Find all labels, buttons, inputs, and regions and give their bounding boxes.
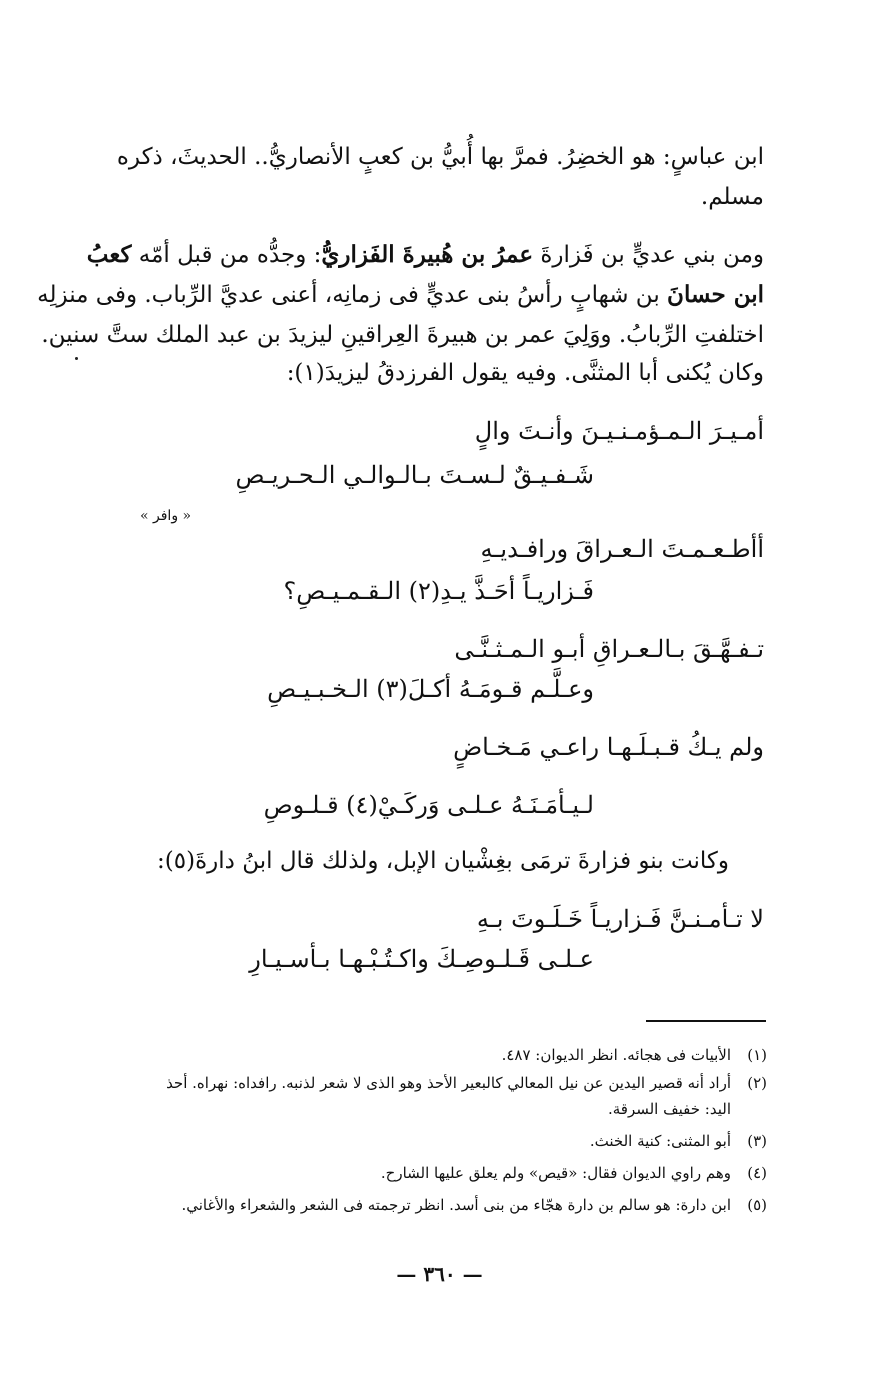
- paragraph-2-line-3: اختلفتِ الرِّبابُ. ووَلِيَ عمر بن هبيرةَ العِراقينِ ليزيدَ بن عبد الملك ستَّ سنين.: [41, 322, 764, 348]
- footnote-1: [100, 1042, 767, 1068]
- verse-1-second-hemistich: شَـفـيـقٌ لـسـتَ بـالـوالـي الـحـريـصِ: [235, 461, 594, 489]
- footnote-text: ابن دارة: هو سالم بن دارة هجّاء من بنى أسد. انظر ترجمته فى الشعر والشعراء والأغاني.: [181, 1196, 731, 1214]
- paragraph-3: وكانت بنو فزارةَ ترمَى بغِشْيان الإبل، ولذلك قال ابنُ دارةَ(٥):: [157, 848, 729, 874]
- name-bold: عمرُ بن هُبيرةَ الفَزاريُّ: [321, 241, 534, 268]
- footnote-number: (٥): [747, 1196, 767, 1214]
- footnote-3: [100, 1128, 767, 1154]
- footnote-divider: [646, 1020, 766, 1022]
- meter-label: « وافر »: [140, 508, 192, 524]
- footnote-5: [100, 1192, 767, 1218]
- name-bold: كعبُ: [86, 241, 132, 268]
- verse-3-second-hemistich: وعـلَّـم قـومَـهُ أكـلَ(٣) الـخـبـيـصِ: [267, 675, 594, 703]
- verse-4-first-hemistich: ولم يـكُ قـبـلَـهـا راعـي مَـخـاضٍ: [453, 733, 764, 761]
- paragraph-2-line-1: [86, 238, 764, 272]
- verse-5-second-hemistich: عـلـى قَـلـوصِـكَ واكـتُـبْـهـا بـأسـيـارِ: [249, 945, 594, 973]
- margin-speck: [75, 357, 78, 360]
- paragraph-1-line-1: ابن عباسٍ: هو الخضِرُ. فمرَّ بها أُبيُّ بن كعبٍ الأنصاريُّ.. الحديثَ، ذكره: [116, 144, 764, 170]
- verse-3-first-hemistich: تـفـهَّـقَ بـالـعـراقِ أبـو الـمـثـنَّـى: [454, 635, 764, 663]
- footnote-text: أراد أنه قصير اليدين عن نيل المعالي كالبعير الأحذ وهو الذى لا شعر لذنبه. رافداه: نهراه. أحذ: [166, 1074, 731, 1092]
- footnote-4: [100, 1160, 767, 1186]
- verse-2-first-hemistich: أأطـعـمـتَ الـعـراقَ ورافـديـهِ: [480, 535, 764, 563]
- verse-4-second-hemistich: لـيـأمَـنَـهُ عـلـى وَركَـيْ(٤) قـلـوصِ: [263, 791, 594, 819]
- paragraph-1-line-2: مسلم.: [700, 184, 764, 210]
- footnote-text: الأبيات فى هجائه. انظر الديوان: ٤٨٧.: [501, 1046, 731, 1064]
- footnote-2-continued: [100, 1096, 767, 1122]
- paragraph-2-line-2: [37, 278, 764, 312]
- footnote-number: (٣): [747, 1132, 767, 1150]
- page-number: — ٣٦٠ —: [396, 1262, 483, 1286]
- name-bold: ابن حسانَ: [667, 281, 764, 308]
- footnote-text: وهم راوي الديوان فقال: «قيص» ولم يعلق عليها الشارح.: [380, 1164, 731, 1182]
- footnote-2: [100, 1070, 767, 1096]
- text-segment: ومن بني عديٍّ بن فَزارةَ: [533, 242, 764, 268]
- footnote-number: (٤): [747, 1164, 767, 1182]
- verse-1-first-hemistich: أمـيـرَ الـمـؤمـنـيـنَ وأنـتَ والٍ: [474, 417, 764, 445]
- verse-2-second-hemistich: فَـزاريـاً أحَـذَّ يـدِ(٢) الـقـمـيـصِ؟: [283, 577, 594, 605]
- verse-5-first-hemistich: لا تـأمـنـنَّ فَـزاريـاً خَـلَـوتَ بـهِ: [476, 905, 764, 933]
- footnote-text: اليد: خفيف السرقة.: [607, 1100, 731, 1118]
- footnote-number: (١): [747, 1046, 767, 1064]
- footnote-number: (٢): [747, 1074, 767, 1092]
- footnote-text: أبو المثنى: كنية الخنث.: [589, 1132, 731, 1150]
- text-segment: : وجدُّه من قبل أمّه: [131, 242, 322, 268]
- paragraph-2-line-4: وكان يُكنى أبا المثنَّى. وفيه يقول الفرزدقُ ليزيدَ(١):: [286, 360, 764, 386]
- text-segment: بن شهابٍ رأسُ بنى عديٍّ فى زمانِه، أعنى عديَّ الرِّباب. وفى منزلِه: [37, 282, 668, 308]
